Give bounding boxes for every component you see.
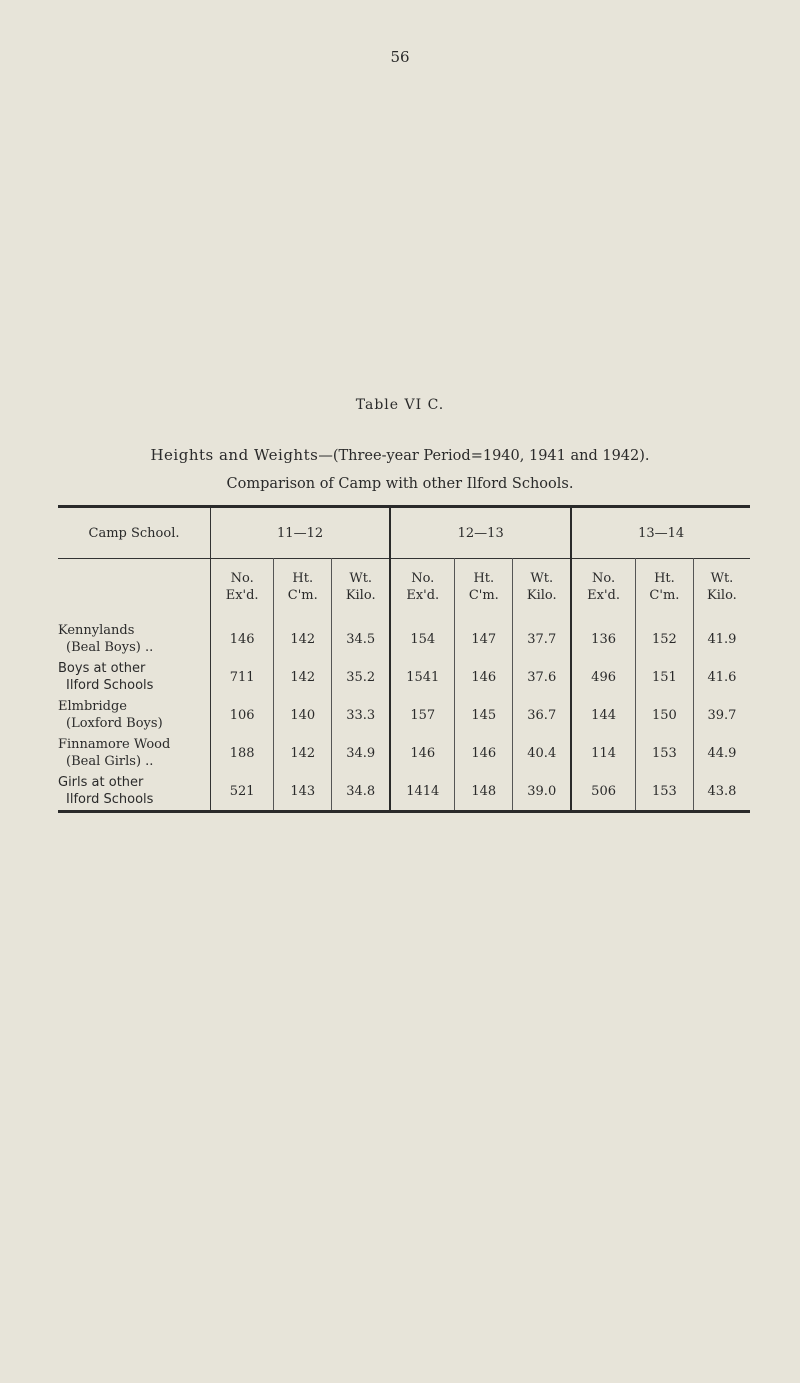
table-row [58,772,750,812]
row-label-line: Boys at other [58,661,146,676]
table-cell: 144 [571,696,635,734]
table-cell: 33.3 [332,696,390,734]
age-group-header: 11—12 [211,507,391,559]
table-cell: 140 [274,696,332,734]
subtitle-heading: Heights and Weights [150,446,319,464]
row-label-line: (Loxford Boys) [66,716,163,731]
col-header-number: No. Ex'd. [211,559,274,615]
row-label-line: Elmbridge [58,699,128,714]
table-row [58,658,750,696]
table-cell: 136 [571,614,635,658]
table-cell: 147 [455,614,513,658]
table-cell: 154 [390,614,455,658]
col-header-number: No. Ex'd. [390,559,455,615]
table-cell: 146 [211,614,274,658]
table-cell: 41.9 [707,631,737,647]
table-cell: 142 [274,734,332,772]
table-cell: 39.0 [513,772,571,812]
table-row [58,696,750,734]
table-cell: 521 [211,772,274,812]
table-cell: 39.7 [707,707,737,723]
camp-school-header: Camp School. [58,507,211,559]
table-cell: 146 [390,734,455,772]
subtitle-period: —(Three-year Period=1940, 1941 and 1942). [318,448,650,464]
table-cell: 153 [635,772,693,812]
table-cell: 151 [635,658,693,696]
table-cell: 36.7 [513,696,571,734]
table-body [58,614,750,812]
table-cell: 106 [211,696,274,734]
row-label [58,614,211,658]
row-label-line: Ilford Schools [66,792,154,807]
age-group-header: 13—14 [638,525,685,541]
table-title: Table VI C. [355,397,445,413]
table-cell: 145 [455,696,513,734]
table-cell: 142 [274,614,332,658]
table-cell: 188 [211,734,274,772]
table-cell: 40.4 [513,734,571,772]
table-cell: 34.9 [332,734,390,772]
table-row [58,734,750,772]
table-cell: 1541 [390,658,455,696]
table-cell: 37.7 [513,614,571,658]
table-cell: 496 [571,658,635,696]
table-cell: 41.6 [707,669,737,685]
blank-header-cell [58,559,211,615]
row-label [58,772,211,812]
table-cell: 150 [635,696,693,734]
row-label-line: (Beal Girls) .. [66,754,154,769]
table-cell: 35.2 [332,658,390,696]
table-cell: 143 [274,772,332,812]
table-row [58,614,750,658]
col-header-number: No. Ex'd. [571,559,635,615]
table-cell: 146 [455,658,513,696]
heights-weights-table [58,505,750,813]
col-header-height: Ht. C'm. [635,559,693,615]
table-cell: 44.9 [707,745,737,761]
col-header-weight: Wt. Kilo. [332,559,390,615]
table-cell: 146 [455,734,513,772]
table-subtitle [0,446,800,464]
table-cell: 114 [571,734,635,772]
table-cell: 152 [635,614,693,658]
table-caption: Comparison of Camp with other Ilford Schools. [226,476,574,492]
table-cell: 157 [390,696,455,734]
table-cell: 43.8 [707,783,737,799]
table-cell: 506 [571,772,635,812]
row-label-line: Girls at other [58,775,144,790]
table-cell: 34.8 [332,772,390,812]
table-cell: 153 [635,734,693,772]
col-header-height: Ht. C'm. [274,559,332,615]
table-cell: 711 [211,658,274,696]
table-cell: 1414 [390,772,455,812]
col-header-weight: Wt. Kilo. [513,559,571,615]
table-cell: 148 [455,772,513,812]
row-label-line: (Beal Boys) .. [66,640,154,655]
row-label [58,696,211,734]
table-cell: 142 [274,658,332,696]
table-cell: 34.5 [332,614,390,658]
col-header-weight: Wt. Kilo. [693,559,750,615]
row-label-line: Kennylands [58,623,135,638]
row-label [58,734,211,772]
table-cell: 37.6 [513,658,571,696]
row-label-line: Ilford Schools [66,678,154,693]
age-group-header: 12—13 [390,507,571,559]
row-label-line: Finnamore Wood [58,737,171,752]
page-number: 56 [390,48,410,66]
row-label [58,658,211,696]
col-header-height: Ht. C'm. [455,559,513,615]
